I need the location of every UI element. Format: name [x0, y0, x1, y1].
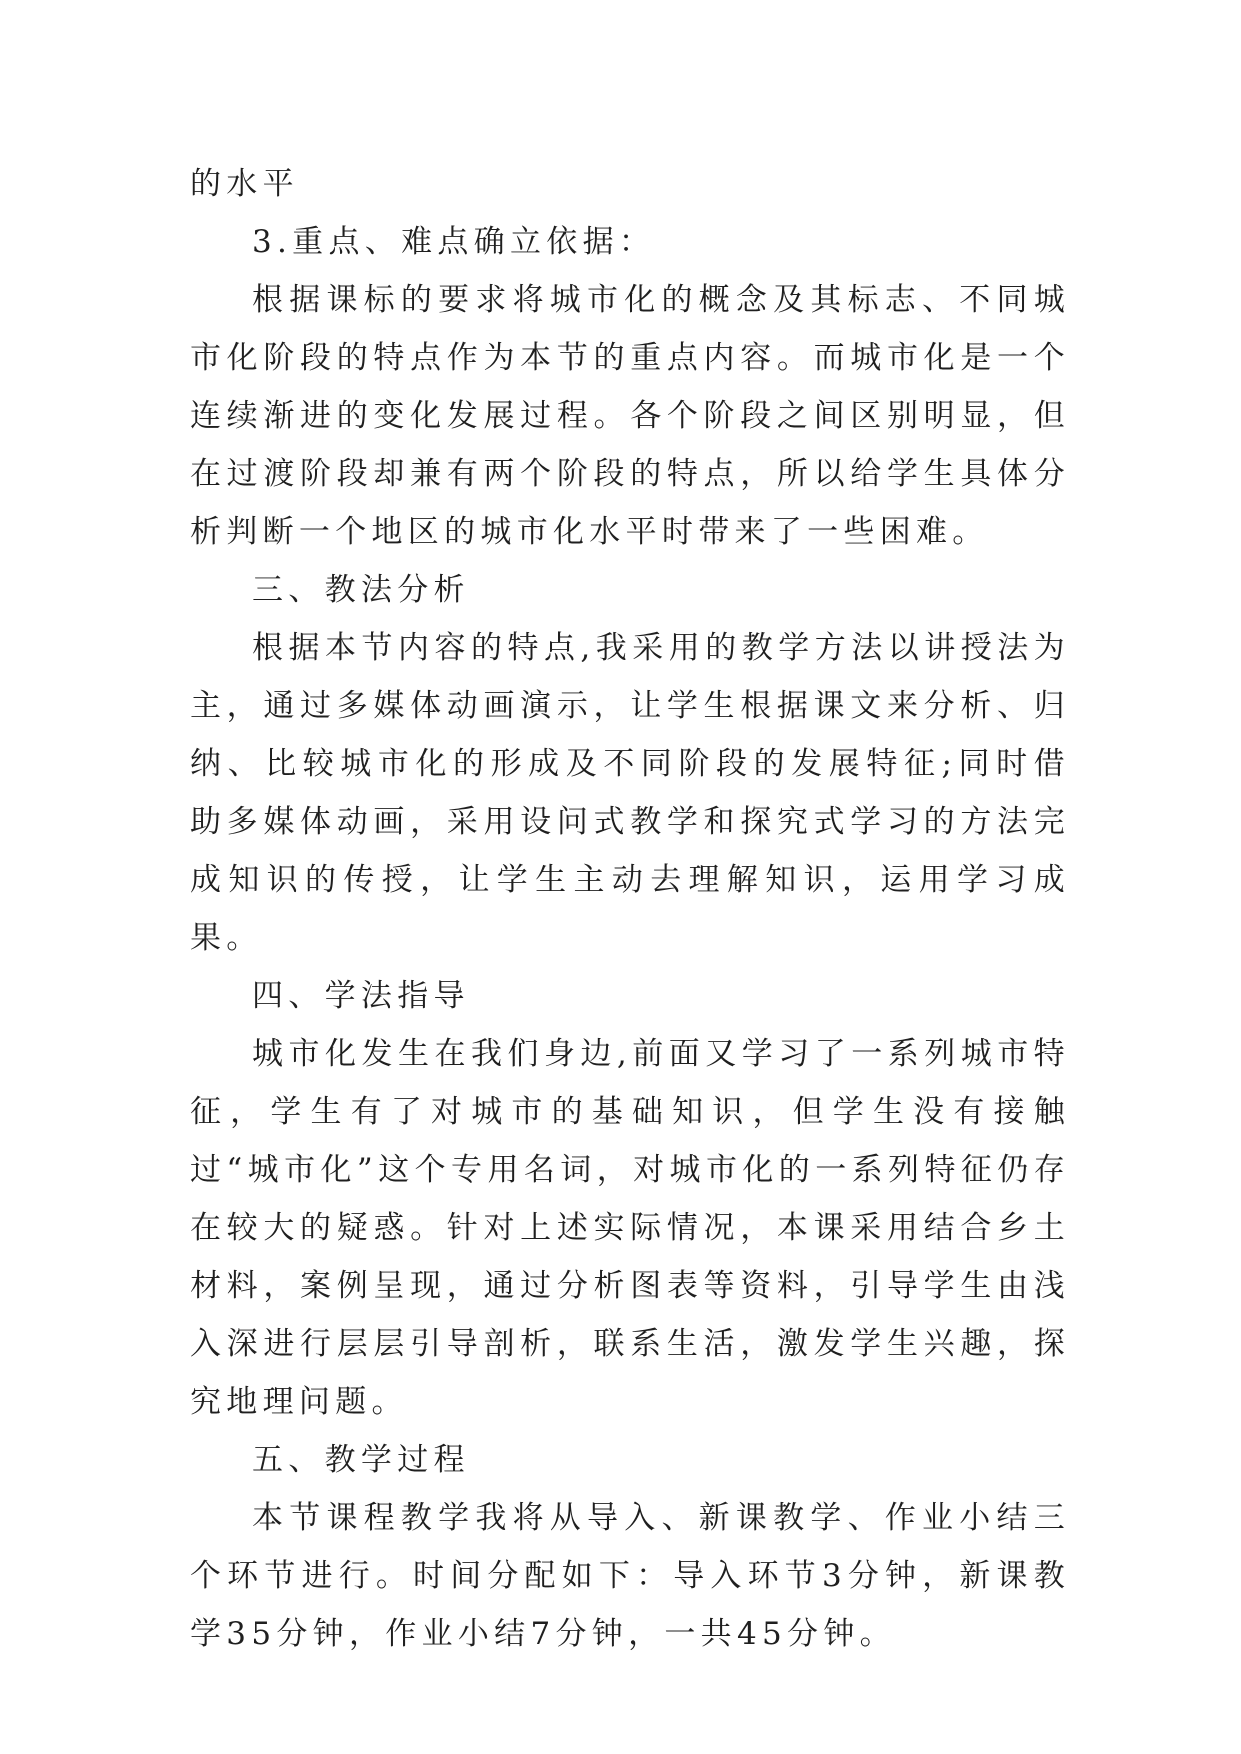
paragraph-teaching-process: 本节课程教学我将从导入、新课教学、作业小结三个环节进行。时间分配如下：导入环节3分钟，新课教学35分钟，作业小结7分钟，一共45分钟。: [190, 1500, 1070, 1652]
section-heading-key-points: 3.重点、难点确立依据：: [252, 224, 656, 260]
paragraph-teaching-method: 根据本节内容的特点,我采用的教学方法以讲授法为主，通过多媒体动画演示，让学生根据课文来分析、归纳、比较城市化的形成及不同阶段的发展特征;同时借助多媒体动画，采用设问式教学和探究式学习的方法完成知识的传授，让学生主动去理解知识，运用学习成果。: [190, 630, 1070, 956]
section-heading-teaching-method: 三、教法分析: [252, 572, 470, 608]
paragraph-continuation: 的水平: [190, 166, 299, 202]
paragraph-key-points: 根据课标的要求将城市化的概念及其标志、不同城市化阶段的特点作为本节的重点内容。而城市化是一个连续渐进的变化发展过程。各个阶段之间区别明显，但在过渡阶段却兼有两个阶段的特点，所以给学生具体分析判断一个地区的城市化水平时带来了一些困难。: [190, 282, 1070, 550]
document-body: [190, 155, 1070, 1663]
section-heading-learning-guidance: 四、学法指导: [252, 978, 470, 1014]
section-heading-teaching-process: 五、教学过程: [252, 1442, 470, 1478]
paragraph-learning-guidance: 城市化发生在我们身边,前面又学习了一系列城市特征，学生有了对城市的基础知识，但学生没有接触过“城市化”这个专用名词，对城市化的一系列特征仍存在较大的疑惑。针对上述实际情况，本课采用结合乡土材料，案例呈现，通过分析图表等资料，引导学生由浅入深进行层层引导剖析，联系生活，激发学生兴趣，探究地理问题。: [190, 1036, 1070, 1420]
